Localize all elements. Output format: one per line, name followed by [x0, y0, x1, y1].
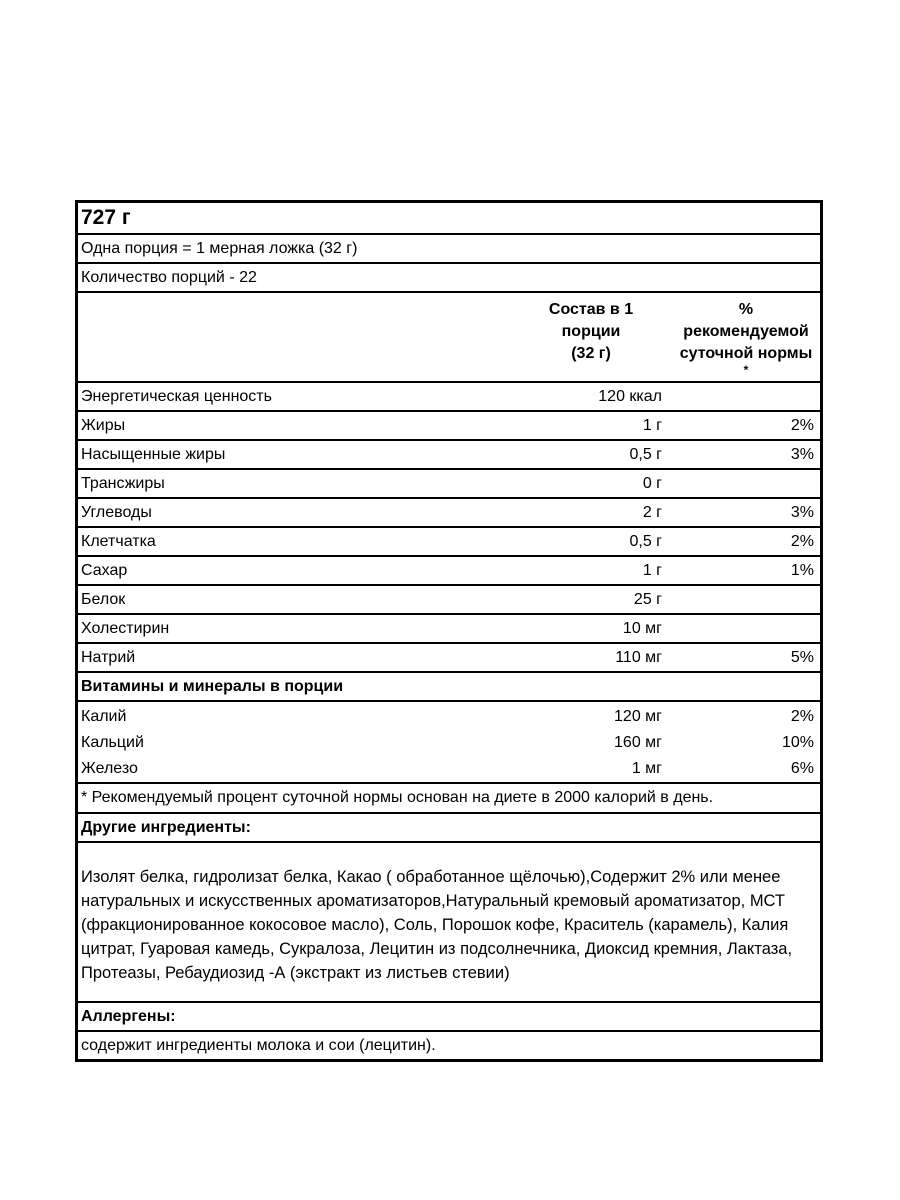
header-composition-line: Состав в 1 [548, 301, 634, 318]
nutrient-value: 1 мг [631, 759, 662, 777]
vitamins-section-title: Витамины и минералы в порции [78, 673, 820, 702]
header-daily-value [676, 299, 816, 375]
table-header-row [78, 293, 820, 383]
nutrient-row-sugar [78, 557, 820, 586]
nutrient-name: Углеводы [81, 504, 152, 521]
nutrient-name: Белок [81, 591, 126, 608]
nutrient-value: 1 г [642, 562, 662, 579]
nutrient-row-energy [78, 383, 820, 412]
nutrient-value: 25 г [633, 591, 662, 608]
nutrient-name: Натрий [81, 649, 136, 666]
nutrient-row-fiber [78, 528, 820, 557]
nutrient-name: Трансжиры [81, 475, 165, 492]
nutrient-dv: 2% [790, 417, 814, 434]
daily-value-footnote: * Рекомендуемый процент суточной нормы основан на диете в 2000 калорий в день. [78, 784, 820, 814]
nutrient-value: 110 мг [615, 649, 662, 666]
other-ingredients-title: Другие ингредиенты: [78, 814, 820, 843]
nutrient-value: 1 г [642, 417, 662, 434]
nutrient-dv: 1% [790, 562, 814, 579]
nutrient-value: 2 г [642, 504, 662, 521]
vitamin-row-calcium [81, 729, 816, 755]
header-composition-line: (32 г) [571, 345, 611, 362]
nutrient-name: Жиры [81, 417, 126, 434]
nutrient-name: Клетчатка [81, 533, 156, 550]
allergens-title: Аллергены: [78, 1003, 820, 1032]
nutrient-name: Сахар [81, 562, 128, 579]
serving-size: Одна порция = 1 мерная ложка (32 г) [78, 235, 820, 264]
nutrient-dv: 5% [790, 649, 814, 666]
nutrient-dv: 10% [781, 733, 814, 751]
nutrient-name: Энергетическая ценность [81, 388, 272, 405]
nutrient-name: Калий [81, 707, 127, 725]
nutrient-value: 120 мг [614, 707, 662, 725]
nutrient-dv: 2% [790, 533, 814, 550]
nutrient-row-trans-fat [78, 470, 820, 499]
nutrient-value: 10 мг [622, 620, 662, 637]
header-dv-line: рекомендуемой [683, 323, 809, 340]
header-dv-line: % [738, 301, 754, 318]
header-dv-asterisk: * [743, 363, 749, 377]
vitamins-box [78, 702, 820, 784]
nutrient-row-saturated-fat [78, 441, 820, 470]
nutrient-row-fat [78, 412, 820, 441]
nutrient-name: Насыщенные жиры [81, 446, 226, 463]
nutrient-value: 0,5 г [629, 446, 662, 463]
nutrient-dv: 2% [790, 707, 814, 725]
nutrient-name: Кальций [81, 733, 144, 751]
nutrient-row-cholesterol [78, 615, 820, 644]
header-dv-line: суточной нормы [679, 345, 813, 362]
nutrient-value: 160 мг [614, 733, 662, 751]
servings-per-container: Количество порций - 22 [78, 264, 820, 293]
nutrient-value: 120 ккал [598, 388, 662, 405]
other-ingredients-text: Изолят белка, гидролизат белка, Какао ( обработанное щёлочью),Содержит 2% или менее натуральных и искусственных ароматизаторов,Натуральный кремовый ароматизатор, МСТ (фракционированное кокосовое масло), Соль, Порошок кофе, Краситель (карамель), Калия цитрат, Гуаровая камедь, Сукралоза, Лецитин из подсолнечника, Диоксид кремния, Лактаза, Протеазы, Ребаудиозид -А (экстракт из листьев стевии) [78, 843, 820, 1003]
nutrient-name: Холестирин [81, 620, 170, 637]
nutrient-value: 0 г [642, 475, 662, 492]
nutrition-label [75, 200, 823, 1062]
nutrient-row-sodium [78, 644, 820, 673]
nutrient-dv: 3% [790, 446, 814, 463]
nutrient-value: 0,5 г [629, 533, 662, 550]
header-composition [506, 299, 676, 365]
nutrient-name: Железо [81, 759, 138, 777]
vitamin-row-iron [81, 755, 816, 781]
net-weight: 727 г [78, 203, 820, 235]
allergens-text: содержит ингредиенты молока и сои (лецитин). [81, 1037, 436, 1054]
nutrient-dv: 6% [790, 759, 814, 777]
header-composition-line: порции [561, 323, 621, 340]
nutrient-row-protein [78, 586, 820, 615]
nutrient-row-carbs [78, 499, 820, 528]
nutrient-dv: 3% [790, 504, 814, 521]
vitamin-row-potassium [81, 703, 816, 729]
